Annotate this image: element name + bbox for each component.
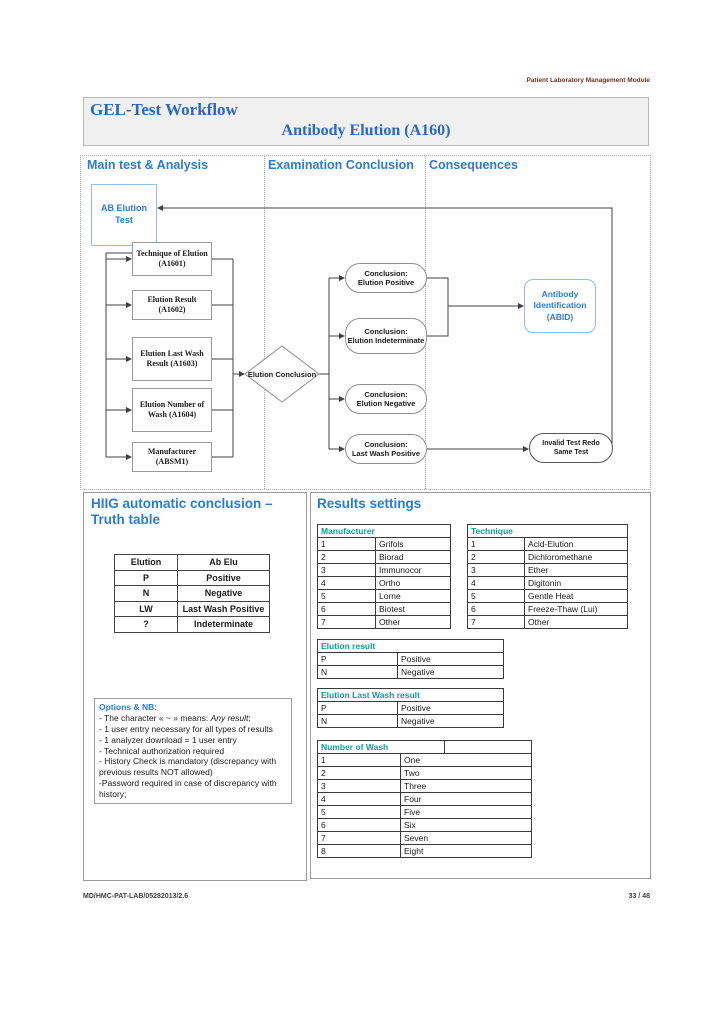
table-row <box>318 819 532 832</box>
table-cell: Grifols <box>376 538 451 551</box>
node-manufacturer: Manufacturer (ABSM1) <box>132 442 212 472</box>
manufacturer-table <box>317 524 451 629</box>
table-row <box>318 845 532 858</box>
table-row <box>318 793 532 806</box>
table-cell: 2 <box>318 551 376 564</box>
table-cell: Negative <box>398 666 504 679</box>
options-nb-panel <box>94 698 292 804</box>
table-header-row <box>115 555 270 571</box>
table-cell: Eight <box>401 845 532 858</box>
table-cell: Negative <box>178 586 270 602</box>
table-cell: 6 <box>468 603 525 616</box>
conclusion-line: Conclusion: <box>364 389 408 399</box>
table-header-row <box>468 525 628 538</box>
workflow-subtitle: Antibody Elution (A160) <box>281 122 451 139</box>
note-text: - The character « ~ » means: <box>99 712 211 723</box>
table-header-row <box>318 640 504 653</box>
table-cell: N <box>115 586 178 602</box>
table-cell: Dichloromethane <box>525 551 628 564</box>
node-conclusion-last-wash-positive <box>345 434 427 464</box>
column-header-main-test: Main test & Analysis <box>87 158 209 172</box>
table-cell: Two <box>401 767 532 780</box>
table-cell: 1 <box>468 538 525 551</box>
table-row <box>318 666 504 679</box>
table-cell: 4 <box>318 793 401 806</box>
table-cell: Positive <box>178 570 270 586</box>
note-line: - 1 user entry necessary for all types of results <box>99 723 273 734</box>
table-cell: Five <box>401 806 532 819</box>
table-cell: One <box>401 754 532 767</box>
table-row <box>318 715 504 728</box>
table-row <box>318 538 451 551</box>
table-row <box>318 780 532 793</box>
table-cell: 6 <box>318 819 401 832</box>
table-cell: Freeze-Thaw (Lui) <box>525 603 628 616</box>
table-title-cell-empty <box>445 741 532 754</box>
table-cell: N <box>318 715 398 728</box>
workflow-title: GEL-Test Workflow <box>90 100 238 119</box>
table-header-row <box>318 689 504 702</box>
flowchart-region <box>80 155 651 490</box>
results-settings-panel <box>310 492 651 879</box>
table-cell: Positive <box>398 653 504 666</box>
table-row <box>318 616 451 629</box>
table-cell: 3 <box>318 780 401 793</box>
options-notes-list <box>99 724 287 800</box>
note-line: - History Check is mandatory (discrepancy with previous results NOT allowed) <box>99 756 277 778</box>
truth-table-heading: HIIG automatic conclusion – Truth table <box>91 496 273 528</box>
table-cell: Four <box>401 793 532 806</box>
table-cell: 5 <box>318 590 376 603</box>
node-elution-result: Elution Result (A1602) <box>132 290 212 320</box>
table-cell: Last Wash Positive <box>178 601 270 617</box>
table-row <box>318 577 451 590</box>
title-bar <box>83 97 649 146</box>
table-cell: P <box>318 702 398 715</box>
truth-table-panel <box>83 492 307 881</box>
table-cell: Positive <box>398 702 504 715</box>
table-row <box>318 806 532 819</box>
technique-table <box>467 524 628 629</box>
note-text: ; <box>248 712 251 723</box>
table-cell: Ortho <box>376 577 451 590</box>
table-title-cell: Number of Wash <box>318 741 445 754</box>
table-cell: LW <box>115 601 178 617</box>
results-settings-heading: Results settings <box>317 496 422 511</box>
table-row <box>468 564 628 577</box>
table-title-cell: Technique <box>468 525 628 538</box>
module-header-label: Patient Laboratory Management Module <box>526 77 650 84</box>
table-header-row <box>318 525 451 538</box>
conclusion-line: Conclusion: <box>364 439 408 449</box>
conclusion-line: Conclusion: <box>364 326 408 336</box>
table-cell: Ether <box>525 564 628 577</box>
table-cell: 1 <box>318 538 376 551</box>
table-cell: 1 <box>318 754 401 767</box>
node-elution-number-of-wash: Elution Number of Wash (A1604) <box>132 388 212 432</box>
invalid-line: Same Test <box>553 449 589 456</box>
node-elution-last-wash-result: Elution Last Wash Result (A1603) <box>132 337 212 381</box>
column-header: Elution <box>115 555 178 571</box>
table-cell: 7 <box>468 616 525 629</box>
column-header-examination: Examination Conclusion <box>268 158 414 172</box>
column-header: Ab Elu <box>178 555 270 571</box>
table-cell: Seven <box>401 832 532 845</box>
table-cell: 2 <box>318 767 401 780</box>
table-title-cell: Manufacturer <box>318 525 451 538</box>
elution-last-wash-table <box>317 688 504 728</box>
node-elution-conclusion-decision: Elution Conclusion <box>247 369 317 379</box>
table-row <box>318 551 451 564</box>
table-row <box>115 601 270 617</box>
table-row <box>468 603 628 616</box>
table-cell: 4 <box>318 577 376 590</box>
node-conclusion-elution-negative <box>345 384 427 414</box>
note-line: - 1 analyzer download = 1 user entry <box>99 734 237 745</box>
elution-result-table <box>317 639 504 679</box>
table-cell: Other <box>525 616 628 629</box>
table-cell: Biotest <box>376 603 451 616</box>
table-cell: 5 <box>318 806 401 819</box>
table-row <box>318 832 532 845</box>
table-cell: 3 <box>318 564 376 577</box>
node-conclusion-elution-positive <box>345 263 427 293</box>
table-title-cell: Elution Last Wash result <box>318 689 504 702</box>
table-row <box>468 577 628 590</box>
table-row <box>468 551 628 564</box>
table-row <box>115 570 270 586</box>
table-cell: N <box>318 666 398 679</box>
conclusion-line: Conclusion: <box>364 268 408 278</box>
table-cell: 2 <box>468 551 525 564</box>
node-technique-of-elution: Technique of Elution (A1601) <box>132 242 212 276</box>
table-cell: Six <box>401 819 532 832</box>
node-invalid-test-redo <box>529 433 613 463</box>
table-row <box>318 767 532 780</box>
table-cell: 5 <box>468 590 525 603</box>
table-row <box>318 754 532 767</box>
note-line <box>99 713 287 724</box>
note-text-italic: Any result <box>210 712 249 723</box>
table-cell: P <box>318 653 398 666</box>
table-row <box>115 617 270 633</box>
table-cell: 3 <box>468 564 525 577</box>
column-header-consequences: Consequences <box>429 158 518 172</box>
table-cell: Negative <box>398 715 504 728</box>
node-conclusion-elution-indeterminate <box>345 318 427 354</box>
table-row <box>468 538 628 551</box>
options-heading: Options & NB: <box>99 702 158 712</box>
note-line: -Password required in case of discrepancy with history; <box>99 778 277 799</box>
table-cell: Immunocor <box>376 564 451 577</box>
number-of-wash-table <box>317 740 532 858</box>
table-cell: 6 <box>318 603 376 616</box>
table-row <box>115 586 270 602</box>
conclusion-line: Elution Positive <box>357 278 415 287</box>
footer-page-number: 33 / 48 <box>628 893 650 900</box>
table-title-cell: Elution result <box>318 640 504 653</box>
note-line: - Technical authorization required <box>99 745 225 756</box>
table-cell: 8 <box>318 845 401 858</box>
table-cell: 7 <box>318 616 376 629</box>
table-header-row <box>318 741 532 754</box>
conclusion-line: Elution Indeterminate <box>347 336 425 345</box>
table-cell: Biorad <box>376 551 451 564</box>
table-cell: Other <box>376 616 451 629</box>
table-cell: Lorne <box>376 590 451 603</box>
table-row <box>318 702 504 715</box>
table-cell: Gentle Heat <box>525 590 628 603</box>
node-antibody-identification: Antibody Identification (ABID) <box>524 279 596 333</box>
table-cell: Digitonin <box>525 577 628 590</box>
conclusion-line: Last Wash Positive <box>351 449 421 458</box>
table-cell: Acid-Elution <box>525 538 628 551</box>
table-row <box>468 616 628 629</box>
table-row <box>318 564 451 577</box>
table-row <box>468 590 628 603</box>
table-row <box>318 590 451 603</box>
table-row <box>318 603 451 616</box>
conclusion-line: Elution Negative <box>356 399 416 408</box>
table-cell: Three <box>401 780 532 793</box>
table-cell: P <box>115 570 178 586</box>
table-cell: Indeterminate <box>178 617 270 633</box>
table-row <box>318 653 504 666</box>
table-cell: 4 <box>468 577 525 590</box>
table-cell: ? <box>115 617 178 633</box>
table-cell: 7 <box>318 832 401 845</box>
invalid-line: Invalid Test Redo <box>542 439 600 447</box>
node-ab-elution-test: AB Elution Test <box>91 184 157 246</box>
footer-document-id: MD/HMC-PAT-LAB/05282013/2.6 <box>83 893 189 900</box>
truth-table <box>114 554 270 633</box>
